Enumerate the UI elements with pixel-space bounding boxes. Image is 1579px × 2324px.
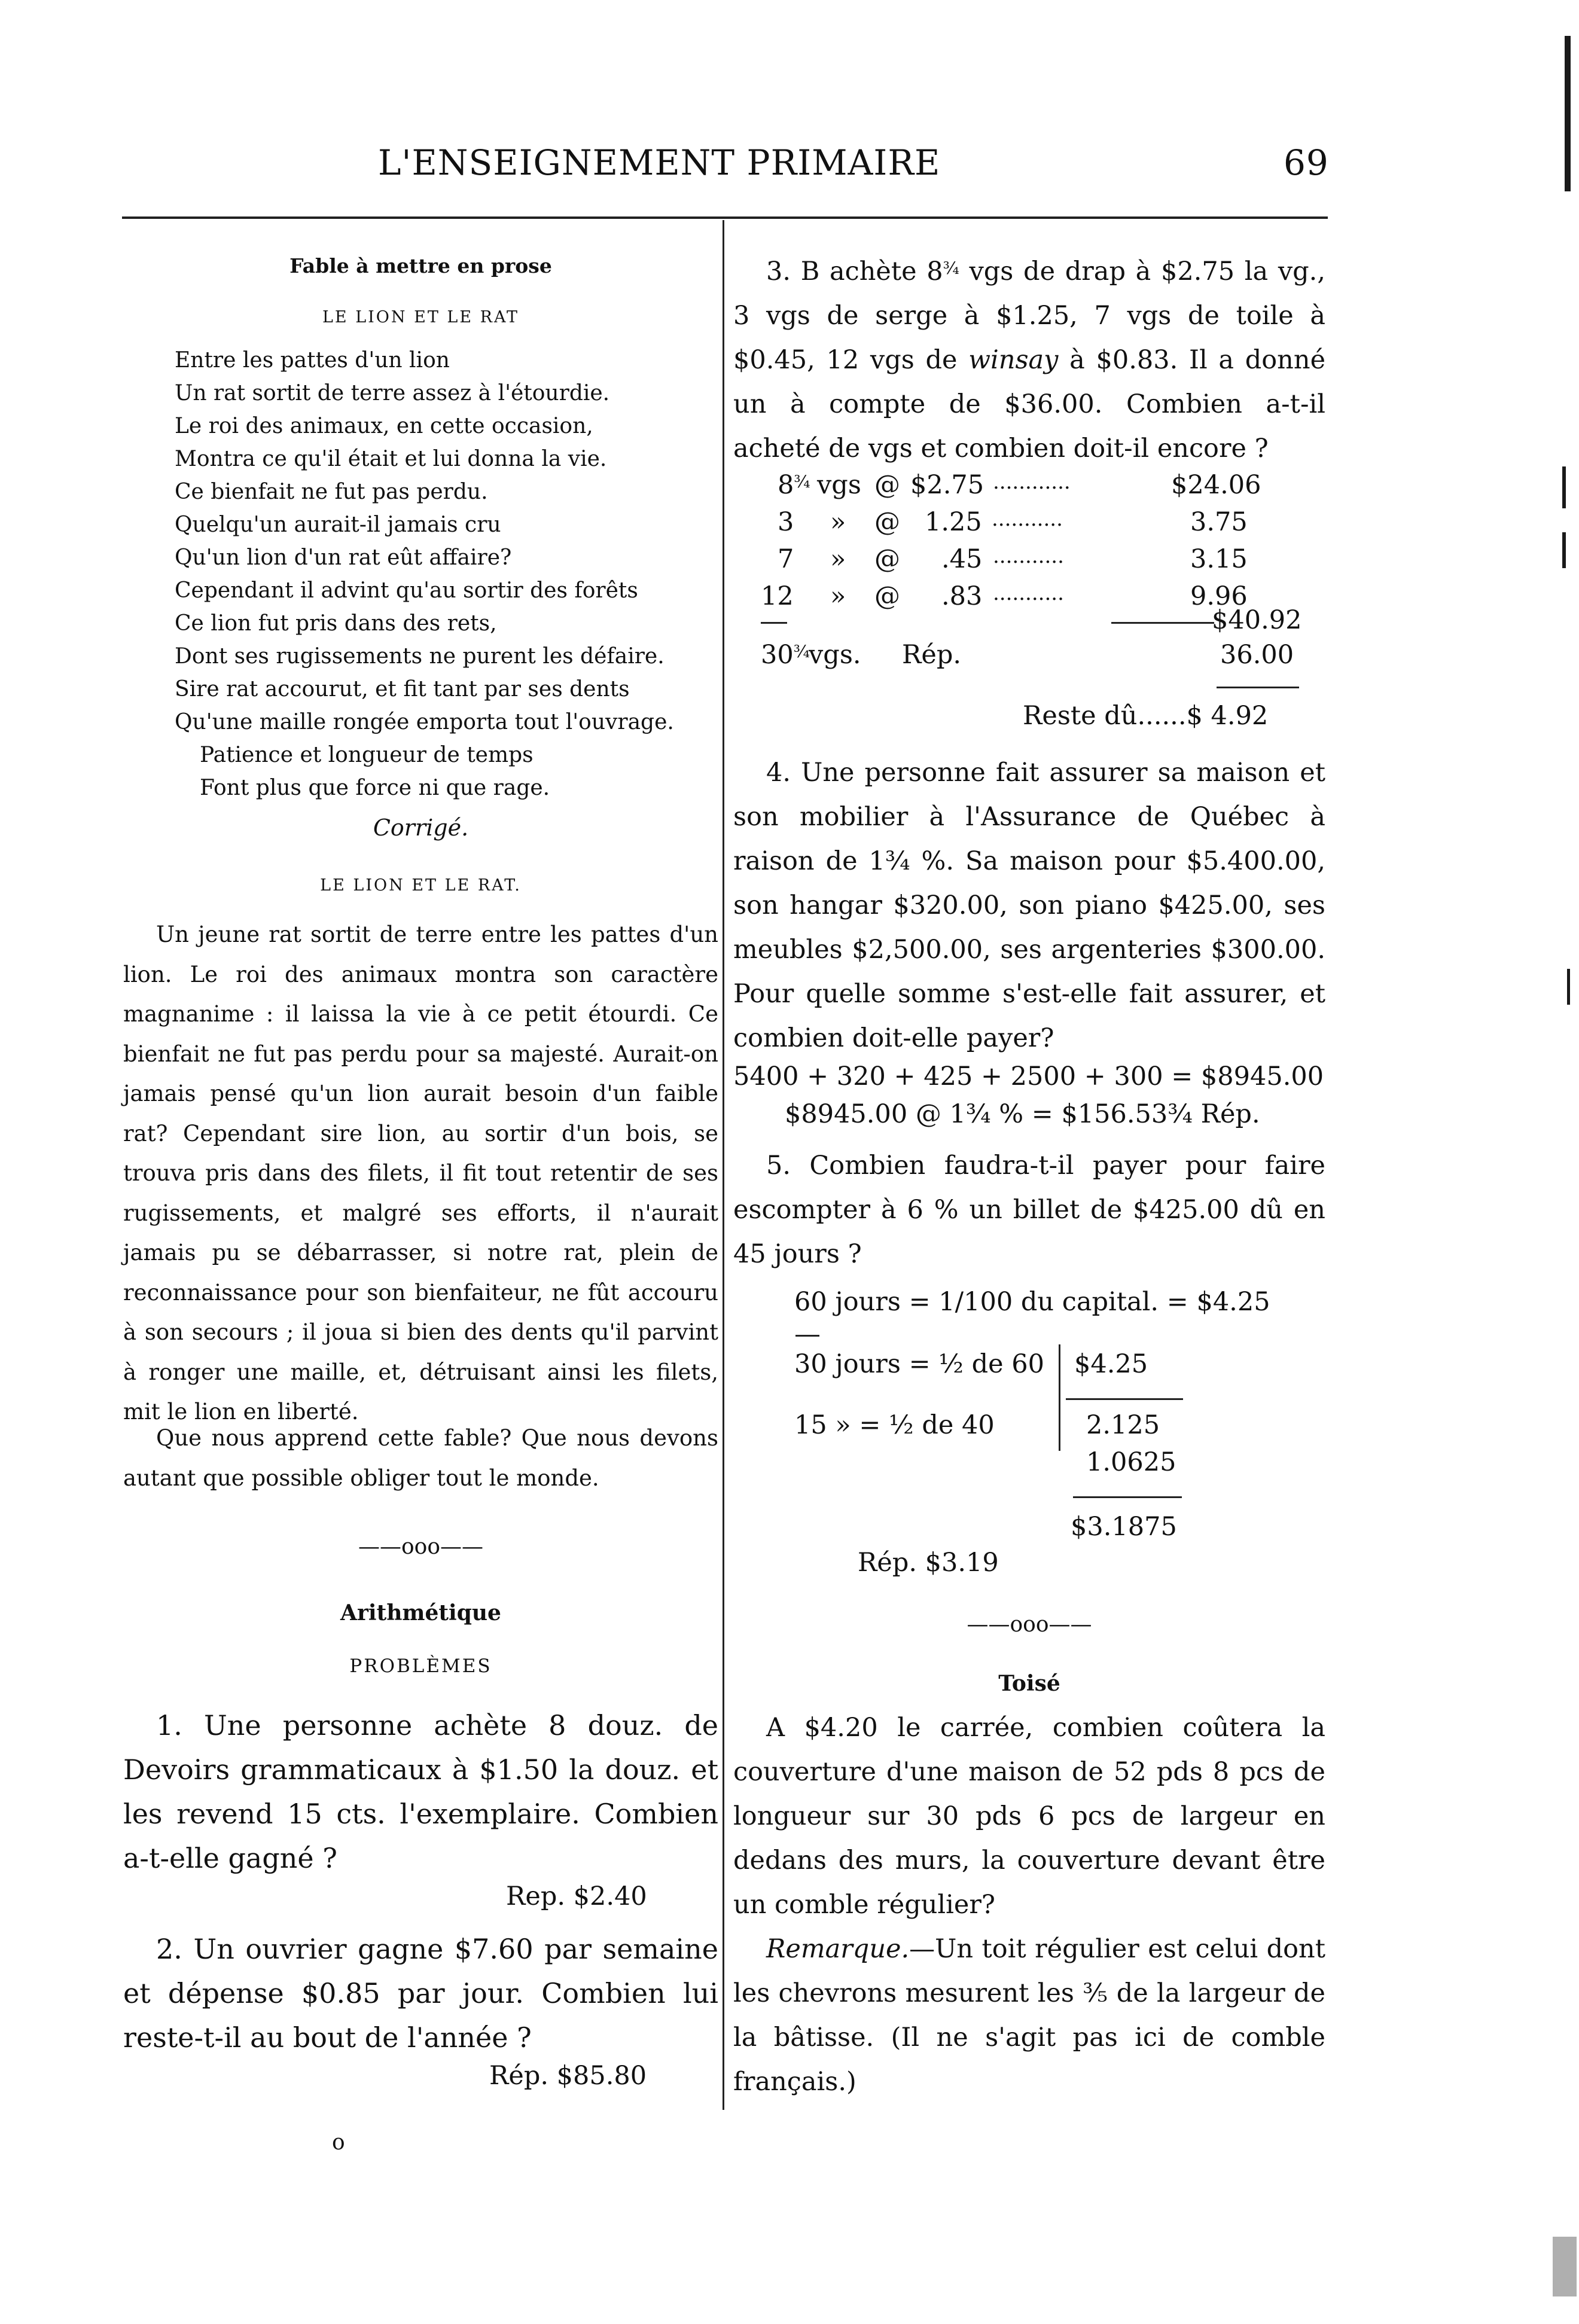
calc-rule [1217, 687, 1299, 688]
calc-rule [1066, 1398, 1183, 1400]
remarque [733, 1927, 1325, 2104]
calc-5-result: $3.1875 [1071, 1512, 1177, 1542]
calc-total: 9.96 [1190, 581, 1248, 611]
page-edge-mark [1553, 2237, 1577, 2296]
calc-rule [1111, 622, 1214, 624]
poem-line: Sire rat accourut, et fit tant par ses dents [175, 677, 630, 702]
calc-4-line-2: $8945.00 @ 1¾ % = $156.53¾ Rép. [785, 1099, 1260, 1129]
poem-line: Quelqu'un aurait-il jamais cru [175, 513, 501, 537]
page-edge-mark [1562, 532, 1566, 568]
corrige-title: Corrigé. [373, 815, 469, 841]
problem-1: 1. Une personne achète 8 douz. de Devoirs grammaticaux à $1.50 la douz. et les revend 15 cts. l'exemplaire. Combien a-t-elle gagné ? [123, 1709, 718, 1874]
calc-5-line-4-right: 1.0625 [1086, 1447, 1176, 1477]
calc-bracket [1059, 1344, 1060, 1451]
calc-total: $24.06 [1171, 470, 1261, 500]
calc-rule [761, 622, 787, 624]
calc-qty: 7 [778, 544, 794, 574]
arithmetic-title: Arithmétique [340, 1600, 501, 1625]
calc-5-line-2-right: $4.25 [1074, 1349, 1148, 1379]
calc-total: 3.75 [1190, 507, 1248, 537]
page-header-title: L'ENSEIGNEMENT PRIMAIRE [378, 142, 941, 183]
calc-at: @ [874, 470, 900, 500]
section-divider: ——ooo—— [967, 1612, 1092, 1637]
page-number: 69 [1284, 142, 1329, 183]
calc-qty: 3 [778, 507, 794, 537]
poem-line: Dont ses rugissements ne purent les défaire. [175, 644, 664, 669]
poem-line: Ce lion fut pris dans des rets, [175, 611, 497, 636]
problem-4: 4. Une personne fait assurer sa maison et son mobilier à l'Assurance de Québec à raison de 1¾ %. Sa maison pour $5.400.00, son hangar $320.00, son piano $425.00, ses meubles $2,500.00, ses argenteries $300.00. Pour quelle somme s'est-elle fait assurer, et combien doit-elle payer? [733, 758, 1325, 1053]
poem-line: Patience et longueur de temps [200, 743, 534, 767]
page-edge-mark [1562, 466, 1566, 508]
calc-dots: ........... [993, 581, 1064, 605]
poem-line: Un rat sortit de terre assez à l'étourdie. [175, 381, 610, 405]
calc-at: @ [874, 581, 900, 611]
toise-title: Toisé [998, 1671, 1060, 1696]
calc-unit: vgs [817, 470, 861, 500]
calc-price: $2.75 [910, 470, 984, 500]
problem-3-winsay: winsay [968, 345, 1059, 375]
remarque-label: Remarque. [766, 1934, 910, 1964]
poem-line: Qu'un lion d'un rat eût affaire? [175, 545, 512, 570]
remarque-text: —Un toit régulier est celui dont les chevrons mesurent les ⅗ de la largeur de la bâtisse. (Il ne s'agit pas ici de comble français.) [733, 1934, 1325, 2097]
calc-total: 3.15 [1190, 544, 1248, 574]
calc-dots: ........... [992, 507, 1063, 531]
poem-line: Qu'une maille rongée emporta tout l'ouvrage. [175, 710, 674, 734]
calc-5-rep: Rép. $3.19 [858, 1548, 999, 1578]
calc-price: 1.25 [925, 507, 982, 537]
moral-question: Que nous apprend cette fable? Que nous devons autant que possible obliger tout le monde. [123, 1425, 718, 1491]
corrige-subtitle: LE LION ET LE RAT. [320, 876, 522, 895]
problem-3: 3. B achète $8^{\frac{3}{4}}$ vgs de drap à $2.75 la vg., 3 vgs de serge à $1.25, 7 vgs de toile à $0.45, 12 vgs de winsay à $0.83. Il a donné un à compte de $36.00. Combien a-t-il acheté de vgs et combien doit-il encore ? [733, 257, 1326, 463]
poem-line: Montra ce qu'il était et lui donna la vie. [175, 447, 607, 471]
toise-problem: A $4.20 le carrée, combien coûtera la couverture d'une maison de 52 pds 8 pcs de longueur sur 30 pds 6 pcs de largeur en dedans des murs, la couverture devant être un comble régulier? [733, 1713, 1325, 1920]
calc-rep: Rép. [902, 640, 962, 670]
calc-unit: » [830, 507, 846, 537]
calc-reste: Reste dû......$ 4.92 [1023, 701, 1269, 731]
calc-rule [795, 1335, 819, 1337]
fable-title: Fable à mettre en prose [289, 254, 552, 277]
corrige-paragraph: Un jeune rat sortit de terre entre les pattes d'un lion. Le roi des animaux montra son caractère magnanime : il laissa la vie à ce petit étourdi. Ce bienfait ne fut pas perdu pour sa majesté. Aurait-on jamais pensé qu'un lion aurait besoin d'un faible rat? Cependant sire lion, au sortir d'un bois, se trouva pris dans des filets, il fit tout retentir de ses rugissements, et malgré ses efforts, il n'aurait jamais pu se débarrasser, si notre rat, plein de reconnaissance pour son bienfaiteur, ne fût accouru à son secours ; il joua si bien des dents qu'il parvint à ronger une maille, et, détruisant ainsi les filets, mit le lion en liberté. [123, 922, 718, 1425]
calc-4-line-1: 5400 + 320 + 425 + 2500 + 300 = $8945.00 [733, 1062, 1324, 1091]
footer-mark: o [332, 2130, 345, 2155]
column-divider [723, 220, 724, 2110]
calc-sum: $40.92 [1212, 605, 1302, 635]
calc-paid: 36.00 [1220, 640, 1294, 670]
problem-3-end: à $0.83. Il a donné un à compte de $36.00. Combien a-t-il acheté de vgs et combien doit-il encore ? [733, 345, 1326, 463]
calc-rule [1073, 1496, 1182, 1498]
calc-5-line-3-left: 15 » = ½ de 40 [794, 1410, 995, 1440]
calc-5-line-1: 60 jours = 1/100 du capital. = $4.25 [794, 1287, 1270, 1317]
calc-price: .45 [941, 544, 983, 574]
problems-title: PROBLÈMES [349, 1655, 492, 1677]
page-edge-mark [1565, 36, 1571, 191]
poem-line: Entre les pattes d'un lion [175, 348, 450, 373]
calc-5-line-2-left: 30 jours = ½ de 60 [794, 1349, 1044, 1379]
calc-qty: $8^{\frac{3}{4}}$ [778, 470, 810, 500]
page-edge-mark [1567, 969, 1570, 1005]
calc-qty-unit: vgs. [809, 640, 861, 670]
section-divider: ——ooo—— [358, 1535, 484, 1559]
answer-2: Rép. $85.80 [489, 2061, 647, 2091]
calc-qty-total: $30^{\frac{3}{4}}$ [761, 640, 810, 670]
poem-line: Font plus que force ni que rage. [200, 776, 550, 800]
problem-2: 2. Un ouvrier gagne $7.60 par semaine et dépense $0.85 par jour. Combien lui reste-t-il au bout de l'année ? [123, 1933, 718, 2054]
problem-3-start: 3. B achète 8 [766, 257, 943, 286]
answer-1: Rep. $2.40 [506, 1881, 647, 1911]
calc-price: .83 [941, 581, 983, 611]
calc-at: @ [874, 544, 900, 574]
calc-dots: ........... [993, 544, 1064, 568]
poem-line: Le roi des animaux, en cette occasion, [175, 414, 593, 438]
calc-unit: » [830, 544, 846, 574]
calc-unit: » [830, 581, 846, 611]
calc-dots: ............ [993, 470, 1071, 494]
calc-qty: 12 [761, 581, 794, 611]
fable-subtitle: LE LION ET LE RAT [322, 308, 520, 327]
calc-5-line-3-right: 2.125 [1086, 1410, 1160, 1440]
problem-3-middle: vgs de drap à $2.75 la vg., 3 vgs de serge à $1.25, 7 vgs de toile à $0.45, 12 vgs de [733, 257, 1325, 375]
problem-5: 5. Combien faudra-t-il payer pour faire escompter à 6 % un billet de $425.00 dû en 45 jours ? [733, 1151, 1325, 1269]
calc-at: @ [874, 507, 900, 537]
poem-line: Ce bienfait ne fut pas perdu. [175, 480, 488, 504]
header-rule [122, 216, 1328, 219]
poem-line: Cependant il advint qu'au sortir des forêts [175, 578, 638, 603]
